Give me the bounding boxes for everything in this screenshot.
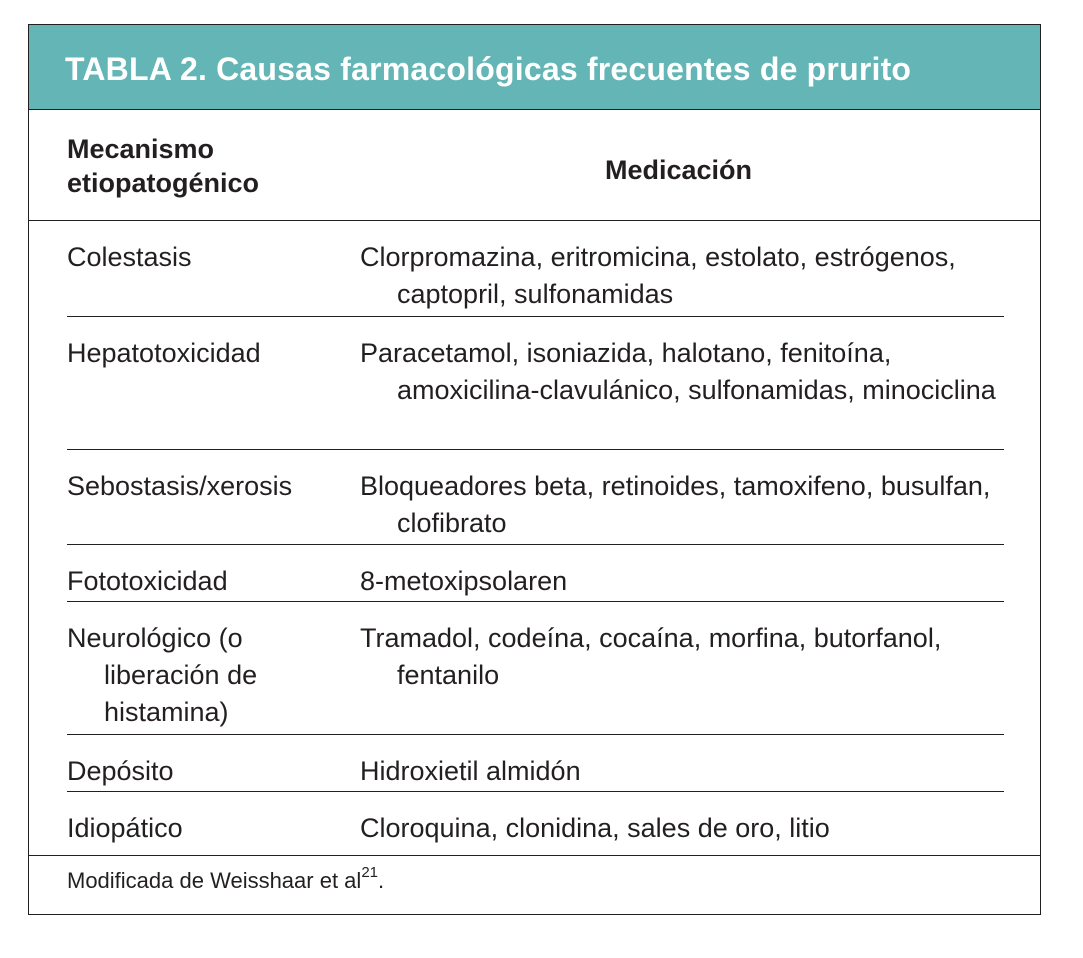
table-row (67, 317, 1004, 450)
cell-mechanism: Depósito (67, 756, 174, 786)
source-note-end: . (378, 868, 385, 893)
cell-medication: Clorpromazina, eritromicina, estolato, estrógenos, captopril, sulfonamidas (360, 242, 956, 309)
table-row (67, 221, 1004, 317)
table-row (67, 602, 1004, 735)
table-header-row (29, 110, 1040, 221)
cell-medication: Bloqueadores beta, retinoides, tamoxifeno, busulfan, clofibrato (360, 471, 991, 538)
table-title: TABLA 2. Causas farmacológicas frecuentes de prurito (65, 51, 912, 87)
table-body (67, 221, 1004, 847)
table-row (67, 545, 1004, 602)
table-footer (29, 855, 1040, 914)
header-mechanism: Mecanismo etiopatogénico (67, 134, 260, 198)
header-medication: Medicación (605, 155, 753, 185)
table-row (67, 450, 1004, 545)
source-note (67, 864, 385, 894)
cell-medication: Tramadol, codeína, cocaína, morfina, butorfanol, fentanilo (360, 623, 942, 690)
table-frame (28, 24, 1041, 915)
cell-medication: Cloroquina, clonidina, sales de oro, litio (360, 813, 830, 843)
table-title-bar (29, 25, 1040, 110)
table-row (67, 735, 1004, 792)
source-note-reference: 21 (361, 864, 378, 881)
cell-medication: 8-metoxipsolaren (360, 566, 568, 596)
cell-mechanism: Neurológico (o liberación de histamina) (67, 623, 258, 727)
cell-medication: Paracetamol, isoniazida, halotano, fenitoína, amoxicilina-clavulánico, sulfonamidas, minociclina (360, 338, 996, 405)
table-row (67, 792, 1004, 847)
cell-mechanism: Hepatotoxicidad (67, 338, 261, 368)
cell-mechanism: Idiopático (67, 813, 183, 843)
cell-medication: Hidroxietil almidón (360, 756, 581, 786)
source-note-text: Modificada de Weisshaar et al (67, 868, 362, 893)
cell-mechanism: Sebostasis/xerosis (67, 471, 293, 501)
cell-mechanism: Fototoxicidad (67, 566, 228, 596)
cell-mechanism: Colestasis (67, 242, 192, 272)
